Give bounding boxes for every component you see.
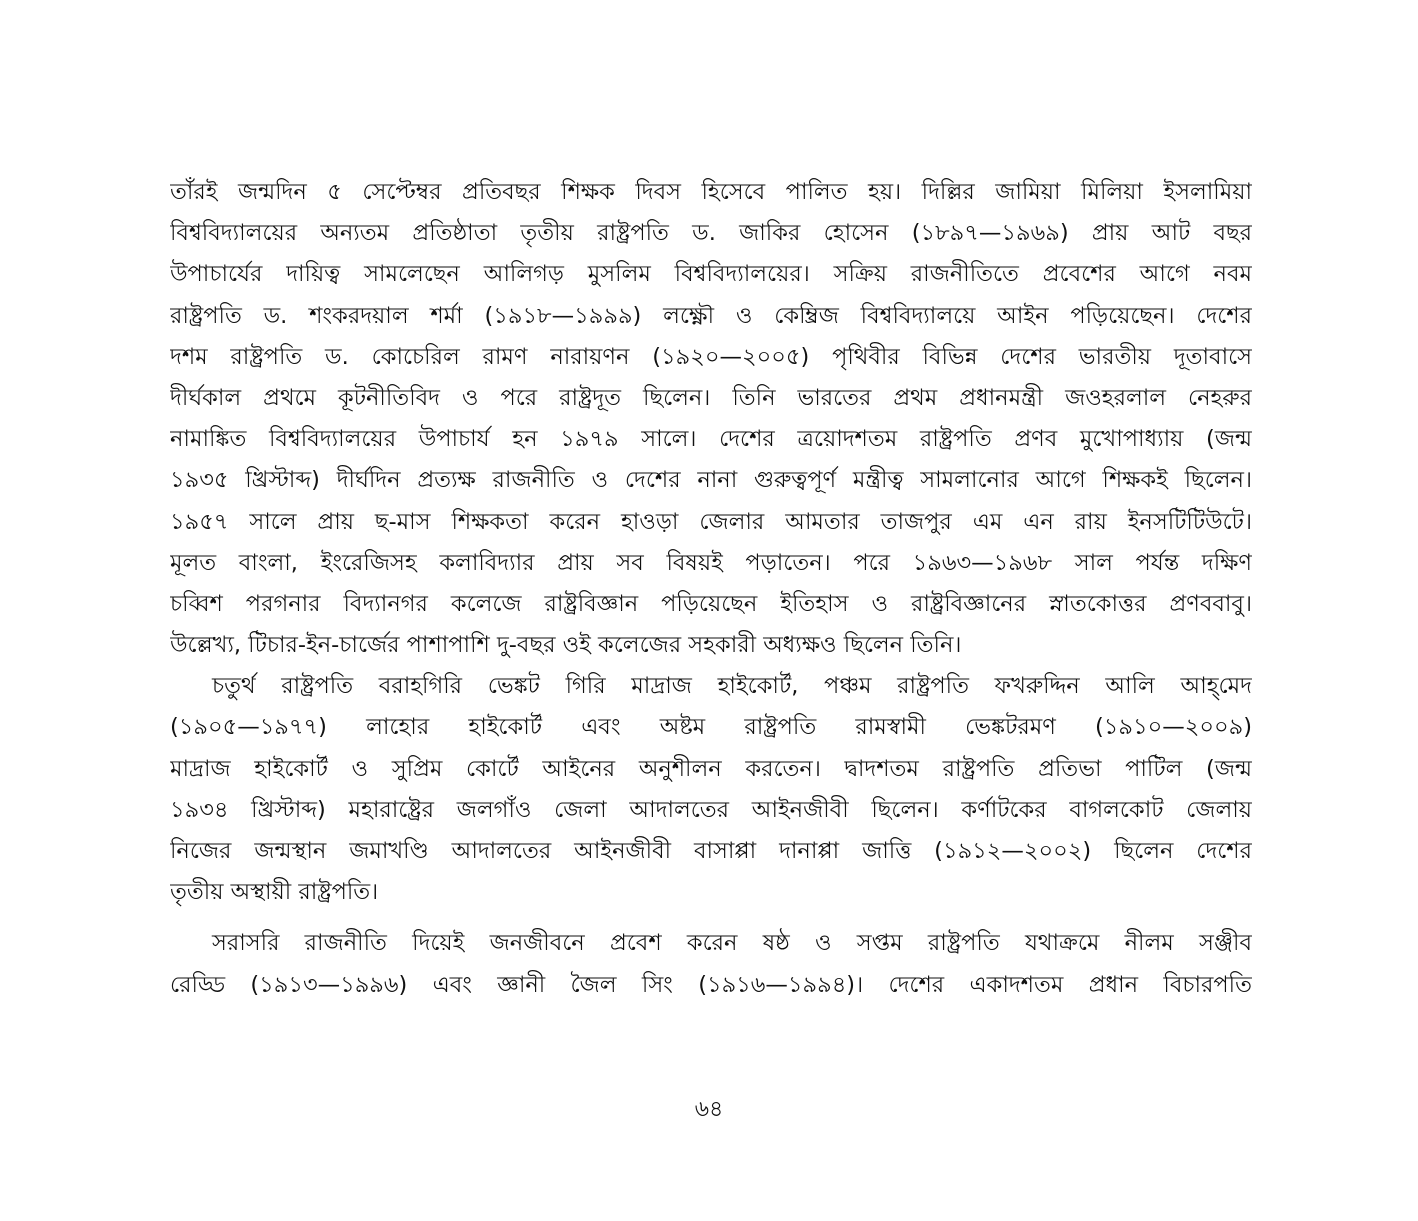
text-line: চতুর্থ রাষ্ট্রপতি বরাহগিরি ভেঙ্কট গিরি মাদ্রাজ হাইকোর্ট, পঞ্চম রাষ্ট্রপতি ফখরুদ্দিন আলি আহ্‌মেদ xyxy=(212,673,1252,700)
text-line: তৃতীয় অস্থায়ী রাষ্ট্রপতি। xyxy=(170,879,379,906)
text-line: রাষ্ট্রপতি ড. শংকরদয়াল শর্মা (১৯১৮—১৯৯৯) লক্ষ্ণৌ ও কেম্ব্রিজ বিশ্ববিদ্যালয়ে আইন পড়িয়েছেন। দেশের xyxy=(170,302,1252,329)
paragraph-2 xyxy=(170,666,1252,913)
text-line: নামাঙ্কিত বিশ্ববিদ্যালয়ের উপাচার্য হন ১৯৭৯ সালে। দেশের ত্রয়োদশতম রাষ্ট্রপতি প্রণব মুখোপাধ্যায় (জন্ম xyxy=(170,426,1252,453)
text-line: চব্বিশ পরগনার বিদ্যানগর কলেজে রাষ্ট্রবিজ্ঞান পড়িয়েছেন ইতিহাস ও রাষ্ট্রবিজ্ঞানের স্নাতকোত্তর প্রণববাবু। xyxy=(170,590,1252,617)
text-line: মূলত বাংলা, ইংরেজিসহ কলাবিদ্যার প্রায় সব বিষয়ই পড়াতেন। পরে ১৯৬৩—১৯৬৮ সাল পর্যন্ত দক্ষিণ xyxy=(170,549,1252,576)
text-line: সরাসরি রাজনীতি দিয়েই জনজীবনে প্রবেশ করেন ষষ্ঠ ও সপ্তম রাষ্ট্রপতি যথাক্রমে নীলম সঞ্জীব xyxy=(212,930,1252,957)
text-line: তাঁরই জন্মদিন ৫ সেপ্টেম্বর প্রতিবছর শিক্ষক দিবস হিসেবে পালিত হয়। দিল্লির জামিয়া মিলিয়া ইসলামিয়া xyxy=(170,179,1252,205)
body-text xyxy=(170,172,1252,1006)
text-line: উপাচার্যের দায়িত্ব সামলেছেন আলিগড় মুসলিম বিশ্ববিদ্যালয়ের। সক্রিয় রাজনীতিতে প্রবেশের আগে নবম xyxy=(170,261,1252,288)
text-line: ১৯৩৪ খ্রিস্টাব্দ) মহারাষ্ট্রের জলগাঁও জেলা আদালতের আইনজীবী ছিলেন। কর্ণাটকের বাগলকোট জেলায় xyxy=(170,796,1252,823)
text-line: বিশ্ববিদ্যালয়ের অন্যতম প্রতিষ্ঠাতা তৃতীয় রাষ্ট্রপতি ড. জাকির হোসেন (১৮৯৭—১৯৬৯) প্রায় আট বছর xyxy=(170,220,1252,247)
page-number: ৬৪ xyxy=(694,1097,724,1122)
paragraph-spacing xyxy=(170,913,1252,923)
paragraph-3 xyxy=(170,923,1252,1005)
text-line: ১৯৫৭ সালে প্রায় ছ-মাস শিক্ষকতা করেন হাওড়া জেলার আমতার তাজপুর এম এন রায় ইনসটিটিউটে। xyxy=(170,508,1252,535)
text-line: রেড্ডি (১৯১৩—১৯৯৬) এবং জ্ঞানী জৈল সিং (১৯১৬—১৯৯৪)। দেশের একাদশতম প্রধান বিচারপতি xyxy=(170,971,1252,998)
text-line: নিজের জন্মস্থান জমাখণ্ডি আদালতের আইনজীবী বাসাপ্পা দানাপ্পা জাত্তি (১৯১২—২০০২) ছিলেন দেশের xyxy=(170,838,1252,864)
text-line: দশম রাষ্ট্রপতি ড. কোচেরিল রামণ নারায়ণন (১৯২০—২০০৫) পৃথিবীর বিভিন্ন দেশের ভারতীয় দূতাবাসে xyxy=(170,343,1252,370)
text-line: দীর্ঘকাল প্রথমে কূটনীতিবিদ ও পরে রাষ্ট্রদূত ছিলেন। তিনি ভারতের প্রথম প্রধানমন্ত্রী জওহরলাল নেহরুর xyxy=(170,384,1252,411)
text-line: মাদ্রাজ হাইকোর্ট ও সুপ্রিম কোর্টে আইনের অনুশীলন করতেন। দ্বাদশতম রাষ্ট্রপতি প্রতিভা পাটিল (জন্ম xyxy=(170,755,1252,782)
text-line: ১৯৩৫ খ্রিস্টাব্দ) দীর্ঘদিন প্রত্যক্ষ রাজনীতি ও দেশের নানা গুরুত্বপূর্ণ মন্ত্রীত্ব সামলানোর আগে শিক্ষকই ছিলেন। xyxy=(170,467,1252,494)
text-line: উল্লেখ্য, টিচার-ইন-চার্জের পাশাপাশি দু-বছর ওই কলেজের সহকারী অধ্যক্ষও ছিলেন তিনি। xyxy=(170,632,962,659)
paragraph-1 xyxy=(170,172,1252,666)
text-line: (১৯০৫—১৯৭৭) লাহোর হাইকোর্ট এবং অষ্টম রাষ্ট্রপতি রামস্বামী ভেঙ্কটরমণ (১৯১০—২০০৯) xyxy=(170,714,1252,741)
